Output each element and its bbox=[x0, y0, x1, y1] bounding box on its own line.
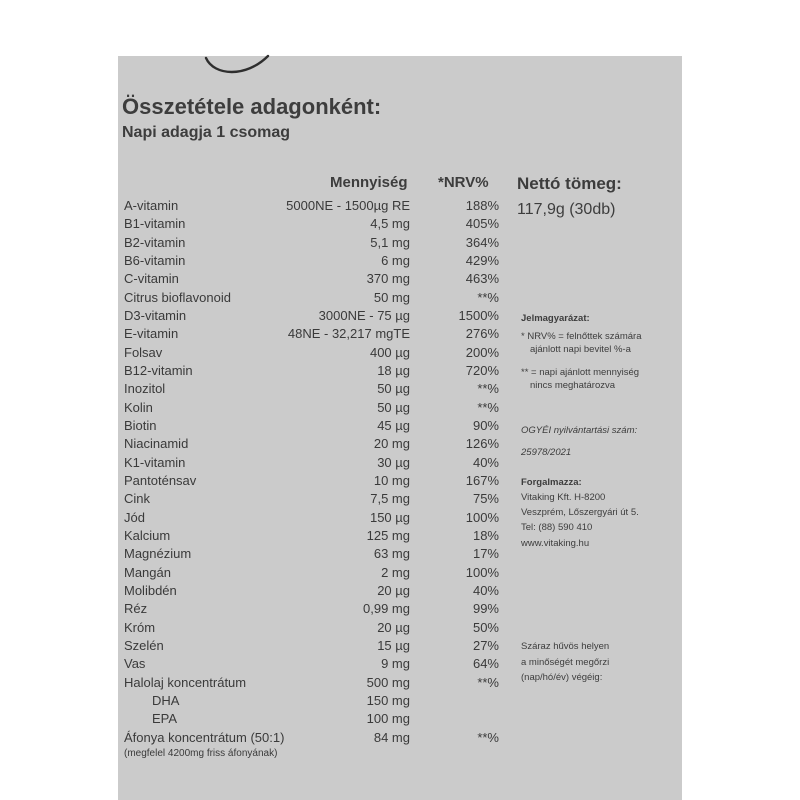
registration-label: OGYÉI nyilvántartási szám: bbox=[521, 425, 638, 436]
nutrient-name: Króm bbox=[124, 619, 156, 635]
legend-line: * NRV% = felnőttek számára bbox=[521, 331, 642, 342]
nutrient-nrv: 1500% bbox=[458, 308, 499, 323]
nutrient-name: Szelén bbox=[124, 637, 164, 653]
nutrient-nrv: **% bbox=[477, 399, 499, 415]
legend-line: nincs meghatározva bbox=[530, 380, 616, 391]
nutrient-nrv: **% bbox=[477, 289, 499, 305]
nutrient-amount: 9 mg bbox=[381, 656, 410, 672]
table-row bbox=[0, 235, 800, 253]
table-row bbox=[0, 491, 800, 509]
table-row bbox=[0, 711, 800, 729]
storage-line: (nap/hó/év) végéig: bbox=[521, 672, 603, 683]
nutrient-nrv: 200% bbox=[465, 344, 499, 360]
nutrient-amount: 100 mg bbox=[366, 711, 410, 727]
footnote: (megfelel 4200mg friss áfonyának) bbox=[124, 748, 278, 759]
table-row bbox=[0, 308, 800, 326]
nutrient-nrv: 126% bbox=[465, 436, 499, 452]
nutrient-nrv: 276% bbox=[465, 326, 499, 342]
nutrient-name: EPA bbox=[152, 711, 178, 727]
nutrient-amount: 50 mg bbox=[373, 289, 410, 305]
nutrient-name: K1-vitamin bbox=[124, 454, 186, 470]
table-row bbox=[0, 290, 800, 308]
nutrient-nrv: 40% bbox=[472, 582, 499, 598]
table-row bbox=[0, 583, 800, 601]
table-row bbox=[0, 473, 800, 491]
nutrient-nrv: **% bbox=[477, 381, 499, 397]
nutrient-amount: 84 mg bbox=[373, 729, 410, 745]
table-row bbox=[0, 363, 800, 381]
table-row bbox=[0, 198, 800, 216]
nutrient-amount: 5000NE - 1500µg RE bbox=[286, 198, 410, 213]
nutrient-nrv: 75% bbox=[472, 491, 499, 507]
nutrient-amount: 0,99 mg bbox=[363, 601, 410, 617]
legend-title: Jelmagyarázat: bbox=[521, 313, 590, 324]
nutrient-nrv: 188% bbox=[465, 198, 499, 213]
nutrient-nrv: 100% bbox=[465, 509, 499, 525]
nutrient-amount: 20 µg bbox=[377, 582, 410, 598]
nutrient-name: B2-vitamin bbox=[124, 234, 186, 250]
amount-column-header: Mennyiség bbox=[330, 174, 408, 191]
table-row bbox=[0, 730, 800, 748]
nutrient-name: Halolaj koncentrátum bbox=[124, 674, 247, 690]
nutrient-nrv: 429% bbox=[465, 253, 499, 268]
table-row bbox=[0, 345, 800, 363]
table-row bbox=[0, 565, 800, 583]
nutrient-name: Mangán bbox=[124, 564, 171, 580]
nutrient-name: E-vitamin bbox=[124, 326, 179, 342]
nutrient-name: Kolin bbox=[124, 399, 153, 415]
distributor-title: Forgalmazza: bbox=[521, 477, 582, 488]
nutrient-amount: 20 µg bbox=[377, 619, 410, 635]
nutrient-nrv: 90% bbox=[472, 418, 499, 433]
nutrient-amount: 4,5 mg bbox=[370, 216, 410, 232]
nutrient-amount: 500 mg bbox=[366, 674, 410, 690]
table-row bbox=[0, 638, 800, 656]
storage-line: a minőségét megőrzi bbox=[521, 657, 610, 668]
table-row bbox=[0, 271, 800, 289]
table-row bbox=[0, 381, 800, 399]
nutrient-name: Kalcium bbox=[124, 527, 171, 543]
nutrient-name: Áfonya koncentrátum (50:1) bbox=[124, 729, 285, 745]
nutrient-amount: 48NE - 32,217 mgTE bbox=[287, 326, 410, 342]
nutrient-nrv: 40% bbox=[472, 454, 499, 470]
distributor-website: www.vitaking.hu bbox=[521, 538, 590, 549]
nutrient-amount: 50 µg bbox=[377, 399, 410, 415]
distributor-line: Veszprém, Lőszergyári út 5. bbox=[521, 507, 639, 518]
nutrient-nrv: 50% bbox=[472, 619, 499, 635]
nutrient-name: Magnézium bbox=[124, 546, 192, 562]
nutrient-nrv: 18% bbox=[472, 527, 499, 543]
table-row bbox=[0, 418, 800, 436]
net-weight-label: Nettó tömeg: bbox=[517, 174, 622, 193]
nutrient-nrv: 364% bbox=[465, 234, 499, 250]
page-subtitle: Napi adagja 1 csomag bbox=[122, 124, 291, 141]
page-title: Összetétele adagonként: bbox=[122, 94, 382, 119]
nrv-column-header: *NRV% bbox=[438, 174, 489, 191]
table-row bbox=[0, 546, 800, 564]
nutrient-name: B6-vitamin bbox=[124, 253, 186, 268]
nutrient-amount: 400 µg bbox=[369, 344, 410, 360]
table-row bbox=[0, 216, 800, 234]
nutrient-amount: 150 µg bbox=[369, 509, 410, 525]
nutrient-name: A-vitamin bbox=[124, 198, 179, 213]
storage-line: Száraz hűvös helyen bbox=[521, 641, 610, 652]
nutrient-amount: 30 µg bbox=[377, 454, 410, 470]
registration-number: 25978/2021 bbox=[521, 447, 572, 458]
nutrient-amount: 63 mg bbox=[373, 546, 410, 562]
nutrient-amount: 20 mg bbox=[373, 436, 410, 452]
nutrient-name: Inozitol bbox=[124, 381, 166, 397]
nutrient-amount: 125 mg bbox=[366, 527, 410, 543]
nutrient-name: Pantoténsav bbox=[124, 472, 197, 488]
nutrient-amount: 15 µg bbox=[377, 637, 410, 653]
nutrient-name: C-vitamin bbox=[124, 271, 179, 287]
nutrient-name: Réz bbox=[124, 601, 148, 617]
nutrient-amount: 370 mg bbox=[366, 271, 410, 287]
nutrient-name: DHA bbox=[152, 692, 180, 708]
nutrient-amount: 5,1 mg bbox=[370, 234, 410, 250]
table-row bbox=[0, 510, 800, 528]
nutrient-nrv: 463% bbox=[465, 271, 499, 287]
table-row bbox=[0, 528, 800, 546]
nutrient-name: D3-vitamin bbox=[124, 308, 187, 323]
nutrient-amount: 10 mg bbox=[373, 472, 410, 488]
net-weight-value: 117,9g (30db) bbox=[517, 201, 616, 218]
nutrient-name: Biotin bbox=[124, 418, 157, 433]
nutrient-nrv: 17% bbox=[472, 546, 499, 562]
nutrient-amount: 45 µg bbox=[377, 418, 410, 433]
nutrient-name: Niacinamid bbox=[124, 436, 189, 452]
nutrient-nrv: **% bbox=[477, 729, 499, 745]
nutrient-nrv: 27% bbox=[472, 637, 499, 653]
legend-line: ** = napi ajánlott mennyiség bbox=[521, 367, 640, 378]
table-row bbox=[0, 400, 800, 418]
nutrient-amount: 3000NE - 75 µg bbox=[318, 308, 410, 323]
table-row bbox=[0, 436, 800, 454]
nutrient-nrv: 720% bbox=[465, 363, 499, 378]
nutrient-name: B1-vitamin bbox=[124, 216, 186, 232]
nutrient-nrv: 405% bbox=[465, 216, 499, 232]
legend-line: ajánlott napi bevitel %-a bbox=[530, 344, 631, 355]
table-row bbox=[0, 693, 800, 711]
nutrient-name: Jód bbox=[124, 509, 145, 525]
distributor-line: Tel: (88) 590 410 bbox=[521, 522, 593, 533]
table-row bbox=[0, 601, 800, 619]
nutrient-nrv: 99% bbox=[472, 601, 499, 617]
nutrient-name: Vas bbox=[124, 656, 146, 672]
nutrient-name: B12-vitamin bbox=[124, 363, 193, 378]
table-row bbox=[0, 656, 800, 674]
nutrient-amount: 18 µg bbox=[377, 363, 410, 378]
nutrient-name: Citrus bioflavonoid bbox=[124, 289, 231, 305]
nutrient-name: Molibdén bbox=[124, 582, 177, 598]
table-row bbox=[0, 675, 800, 693]
table-row bbox=[0, 455, 800, 473]
table-row bbox=[0, 620, 800, 638]
nutrient-name: Folsav bbox=[124, 344, 163, 360]
distributor-line: Vitaking Kft. H-8200 bbox=[521, 492, 606, 503]
logo-swoosh bbox=[0, 0, 800, 120]
nutrient-nrv: 64% bbox=[472, 656, 499, 672]
table-row bbox=[0, 326, 800, 344]
nutrient-amount: 2 mg bbox=[381, 564, 410, 580]
nutrient-amount: 50 µg bbox=[377, 381, 410, 397]
nutrient-nrv: 100% bbox=[465, 564, 499, 580]
nutrient-nrv: 167% bbox=[465, 472, 499, 488]
table-row bbox=[0, 253, 800, 271]
nutrient-amount: 6 mg bbox=[381, 253, 410, 268]
nutrient-amount: 7,5 mg bbox=[370, 491, 410, 507]
nutrient-amount: 150 mg bbox=[366, 692, 410, 708]
nutrient-nrv: **% bbox=[477, 674, 499, 690]
nutrient-name: Cink bbox=[124, 491, 151, 507]
